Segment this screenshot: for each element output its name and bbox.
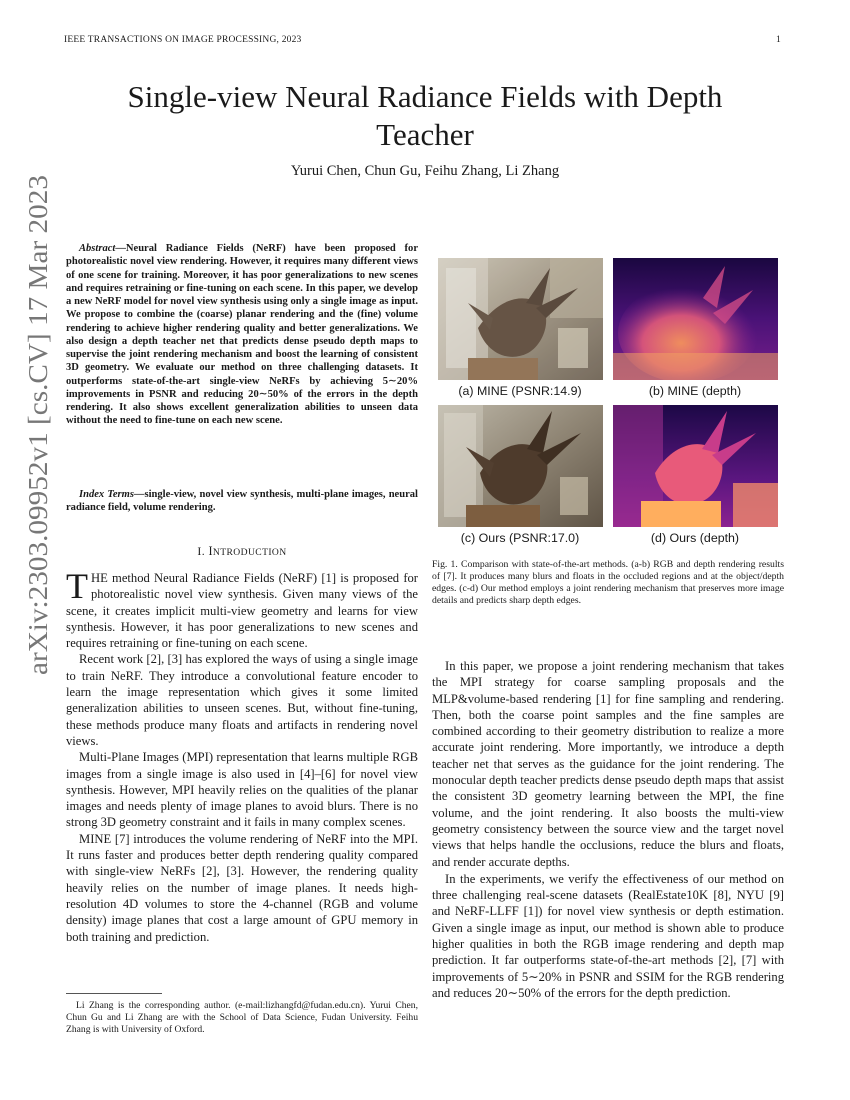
footnote-rule: [66, 993, 162, 994]
figure-panel-c-image: [438, 405, 603, 527]
title-line-2: Teacher: [376, 117, 474, 152]
title-line-1: Single-view Neural Radiance Fields with Depth: [127, 79, 723, 114]
right-paragraph-1: In this paper, we propose a joint rendering mechanism that takes the MPI strategy for coarse sampling proposals and the MLP&volume-based rendering [1] for fine sampling and rendering. Then, both the coarse point samples and the fine samples are combined according to their geometry distribution to realize a more accurate joint rendering. More importantly, we introduce a depth teacher net that serves as the guidance for the joint rendering. The monocular depth teacher predicts dense pseudo depth maps that assist the consistent 3D geometry learning between the MPI, the fine volume, and the joint rendering. It also boosts the multi-view geometry consistency between the source view and the target novel views that helps handle the occlusions, reduce the blurs and floats, and render accurate depths.: [432, 659, 784, 869]
section-first-letter: I: [208, 544, 213, 558]
figure-panel-d-label: (d) Ours (depth): [650, 531, 740, 545]
arxiv-identifier: [4, 170, 64, 690]
abstract: [66, 242, 418, 428]
page-number: 1: [776, 35, 781, 45]
figure-panel-a-image: [438, 258, 603, 380]
figure-panel-b-image: [613, 258, 778, 380]
index-terms-text: —single-view, novel view synthesis, multi-plane images, neural radiance field, volume rendering.: [66, 489, 418, 514]
right-paragraph-2: In the experiments, we verify the effectiveness of our method on three challenging real-scene datasets (RealEstate10K [8], NYU [9] and NeRF-LLFF [1]) for novel view synthesis or depth estimation. Given a single image as input, our method is shown able to produce higher qualities in both the RGB image rendering and depth map prediction. It far outperforms state-of-the-art methods [2], [7] with improvements of 5∼20% in PSNR and SSIM for the RGB rendering and reduces 20∼50% of the errors for the depth prediction.: [432, 871, 784, 1000]
figure-panel-c-label: (c) Ours (PSNR:17.0): [460, 531, 580, 545]
figure-1-caption: Fig. 1. Comparison with state-of-the-art methods. (a-b) RGB and depth rendering results of [7]. It produces many blurs and floats in the occluded regions and at the object/depth edges. (c-d) Our method employs a joint rendering mechanism that preserves more image details and predicts sharp depth edges.: [432, 559, 784, 607]
abstract-label: Abstract: [79, 243, 116, 254]
right-column-body: [432, 658, 784, 1001]
intro-paragraph-3: Multi-Plane Images (MPI) representation that learns multiple RGB images from a single image is also used in [4]–[6] for novel view synthesis. However, MPI heavily relies on the qualities of the planar images and needs plenty of image planes to avoid blurs. There is no strong 3D geometry constraint and it fails in many complex scenes.: [66, 750, 418, 830]
intro-paragraph-2: Recent work [2], [3] has explored the ways of using a single image to train NeRF. They introduce a convolutional feature encoder to learn the image representation which gives it some limited generalization abilities to unseen scenes. But, without fine-tuning, these methods produce many floats and artifacts in rendering novel views.: [66, 652, 418, 748]
drop-cap: T: [66, 566, 88, 606]
figure-panel-b-label: (b) MINE (depth): [648, 384, 742, 398]
index-terms: [66, 488, 418, 515]
intro-paragraph-1-text: HE method Neural Radiance Fields (NeRF) [1] is proposed for photorealistic novel view synthesis. Given many views of the scene, it creates implicit multi-view geometry and learns for view synthesis. However, it has poor generalizations to new scenes and requires retraining or fine-tuning on each scene.: [66, 571, 418, 651]
section-numeral: I.: [197, 544, 209, 558]
svg-text:arXiv:2303.09952v1 [cs.CV] 1: arXiv:2303.09952v1 [cs.CV] 17 Mar 2023: [23, 213, 53, 675]
intro-paragraph-4: MINE [7] introduces the volume rendering of NeRF into the MPI. It runs faster and produces better depth rendering quality compared with single-view NeRFs [2], [3]. However, the rendering quality heavily relies on the number of image planes. It needs high-resolution 4D volumes to store the 4-channel (RGB and volume density) image planes that cost a large amount of GPU memory in both training and prediction.: [66, 831, 418, 944]
section-rest: NTRODUCTION: [212, 547, 287, 558]
index-terms-label: Index Terms: [79, 489, 134, 500]
figure-panel-a-label: (a) MINE (PSNR:14.9): [458, 384, 582, 398]
footnote: Li Zhang is the corresponding author. (e-mail:lizhangfd@fudan.edu.cn). Yurui Chen, Chun Gu and Li Zhang are with the School of Data Science, Fudan University. Feihu Zhang is with University of Oxford.: [66, 1000, 418, 1036]
abstract-text: —Neural Radiance Fields (NeRF) have been proposed for photorealistic novel view rendering. However, it requires many different views of one scene for training. Moreover, it has poor generalizations to new scenes and requires retraining or fine-tuning on each scene. In this paper, we develop a new NeRF model for novel view synthesis using only a single image as input. We propose to combine the (coarse) planar rendering and the (fine) volume rendering to achieve higher rendering quality and better generalizations. We also design a depth teacher net that predicts dense pseudo depth maps to supervise the joint rendering mechanism and boost the learning of consistent 3D geometry. We evaluate our method on three challenging datasets. It outperforms state-of-the-art single-view NeRFs by achieving 5∼20% improvements in PSNR and reducing 20∼50% of the errors in the depth rendering. It also shows excellent generalization abilities to unseen data without the need to fine-tune on each new scene.: [66, 243, 418, 427]
figure-panel-d-image: [613, 405, 778, 527]
paper-title: [60, 78, 790, 154]
figure-1: [438, 258, 778, 558]
section-heading-introduction: [66, 544, 418, 559]
intro-paragraph-1: [66, 566, 418, 651]
introduction-body: [66, 566, 418, 945]
author-list: Yurui Chen, Chun Gu, Feihu Zhang, Li Zhang: [290, 163, 560, 179]
running-header: IEEE TRANSACTIONS ON IMAGE PROCESSING, 2023: [64, 35, 302, 45]
